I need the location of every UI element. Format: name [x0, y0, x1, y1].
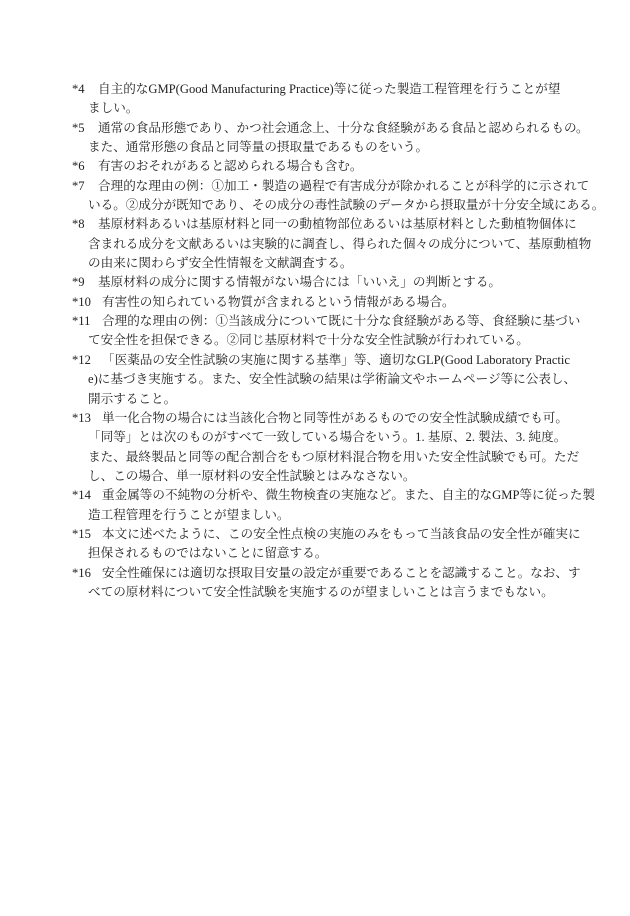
footnote-marker: *8	[72, 217, 85, 232]
footnote-text: 単一化合物の場合には当該化合物と同等性があるものでの安全性試験成績でも可。	[102, 410, 568, 425]
footnote	[72, 157, 572, 176]
footnote-first-line	[72, 525, 581, 544]
footnote	[72, 486, 596, 525]
footnote-continuation-line: 造工程管理を行うことが望ましい。	[88, 507, 290, 522]
footnote-first-line	[72, 409, 572, 428]
footnote-first-line	[72, 564, 581, 583]
footnote-first-line	[72, 486, 596, 505]
footnote	[72, 80, 572, 119]
footnote-continuation-line: し、この場合、単一原材料の安全性試験とはみなさない。	[88, 468, 416, 483]
footnote-continuation-line: 「同等」とは次のものがすべて一致している場合をいう。1. 基原、2. 製法、3. 純度。	[88, 430, 567, 445]
footnote	[72, 215, 592, 273]
footnote-text: 重金属等の不純物の分析や、微生物検査の実施など。また、自主的なGMP等に従った製	[102, 488, 596, 503]
footnote-marker: *14	[72, 488, 91, 503]
footnote-marker: *5	[72, 120, 85, 135]
footnote-text: 有害性の知られている物質が含まれるという情報がある場合。	[102, 294, 455, 309]
footnote	[72, 525, 581, 564]
footnote-marker: *10	[72, 294, 91, 309]
footnote-first-line	[72, 273, 572, 292]
footnote-first-line	[72, 351, 572, 370]
footnote-marker: *12	[72, 352, 91, 367]
footnotes-list	[72, 80, 605, 602]
footnote-continuation-line: また、最終製品と同等の配合割合をもつ原材料混合物を用いた安全性試験でも可。ただ	[88, 449, 580, 464]
footnote-first-line	[72, 80, 572, 99]
footnote-text: 自主的なGMP(Good Manufacturing Practice)等に従った製造工程管理を行うことが望	[98, 82, 561, 96]
footnote-marker: *11	[72, 314, 91, 329]
footnote-first-line	[72, 293, 572, 312]
footnote-marker: *15	[72, 526, 91, 541]
footnote-marker: *7	[72, 178, 85, 193]
footnote	[72, 273, 572, 292]
footnote-continuation-line: e)に基づき実施する。また、安全性試験の結果は学術論文やホームページ等に公表し、	[88, 372, 577, 387]
footnote	[72, 312, 581, 351]
footnote-text: 通常の食品形態であり、かつ社会通念上、十分な食経験がある食品と認められるもの。	[98, 120, 589, 135]
footnote-first-line	[72, 119, 589, 138]
footnote-continuation-line: 担保されるものではないことに留意する。	[88, 546, 328, 561]
footnote-text: 本文に述べたように、この安全性点検の実施のみをもって当該食品の安全性が確実に	[102, 526, 581, 541]
footnote-continuation-line: いる。②成分が既知であり、その成分の毒性試験のデータから摂取量が十分安全域にある。	[88, 198, 605, 213]
footnote-continuation-line: また、通常形態の食品と同等量の摂取量であるものをいう。	[88, 140, 429, 155]
footnote-marker: *6	[72, 159, 85, 174]
footnote	[72, 564, 581, 603]
footnote-continuation-line: 含まれる成分を文献あるいは実験的に調査し、得られた個々の成分について、基原動植物	[88, 236, 592, 251]
footnote-first-line	[72, 312, 581, 331]
footnote	[72, 177, 605, 216]
footnote-text: 合理的な理由の例：①加工・製造の過程で有害成分が除かれることが科学的に示されて	[98, 178, 590, 193]
footnote-continuation-line: て安全性を担保できる。②同じ基原材料で十分な安全性試験が行われている。	[88, 333, 529, 348]
footnote-continuation-line: の由来に関わらず安全性情報を文献調査する。	[88, 256, 353, 271]
footnote-first-line	[72, 215, 577, 234]
footnote	[72, 409, 580, 486]
footnote-text: 「医薬品の安全性試験の実施に関する基準」等、適切なGLP(Good Laboratory Practic	[102, 352, 571, 367]
footnote	[72, 119, 589, 158]
footnote-continuation-line: ましい。	[88, 101, 139, 116]
footnote-text: 有害のおそれがあると認められる場合も含む。	[98, 159, 363, 174]
footnote-marker: *13	[72, 410, 91, 425]
footnote-marker: *9	[72, 275, 85, 290]
footnote-first-line	[72, 157, 572, 176]
footnote-marker: *4	[72, 82, 85, 96]
footnote	[72, 293, 572, 312]
footnote-marker: *16	[72, 565, 91, 580]
footnote-continuation-line: 開示すること。	[88, 391, 177, 406]
footnote	[72, 351, 577, 409]
footnote-text: 基原材料の成分に関する情報がない場合には「いいえ」の判断とする。	[98, 275, 501, 290]
footnote-text: 安全性確保には適切な摂取目安量の設定が重要であることを認識すること。なお、す	[102, 565, 581, 580]
footnote-text: 基原材料あるいは基原材料と同一の動植物部位あるいは基原材料とした動植物個体に	[98, 217, 577, 232]
footnote-first-line	[72, 177, 590, 196]
footnote-continuation-line: べての原材料について安全性試験を実施するのが望ましいことは言うまでもない。	[88, 584, 554, 599]
footnote-text: 合理的な理由の例：①当該成分について既に十分な食経験がある等、食経験に基づい	[102, 314, 581, 329]
